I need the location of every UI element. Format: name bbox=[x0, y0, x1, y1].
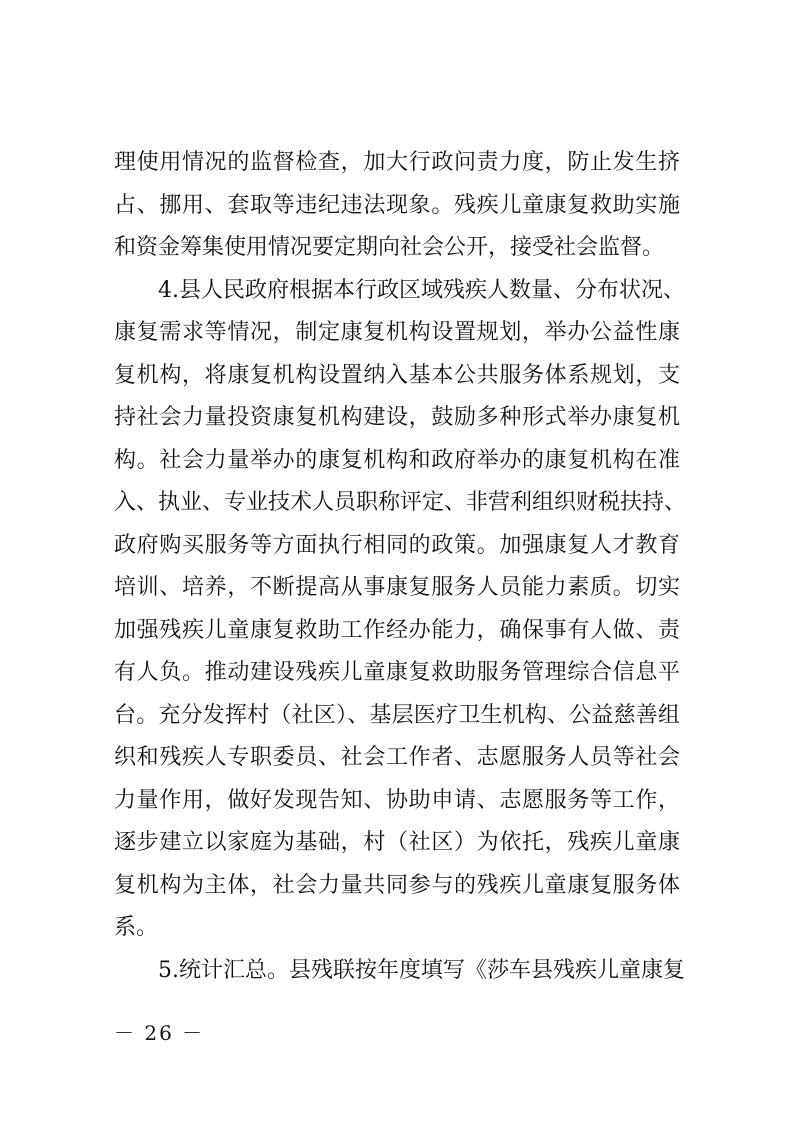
text-line: 和资金筹集使用情况要定期向社会公开，接受社会监督。 bbox=[114, 235, 665, 260]
body-text bbox=[114, 142, 687, 992]
text-line: 台。充分发挥村（社区）、基层医疗卫生机构、公益慈善组 bbox=[114, 702, 680, 728]
text-line: 力量作用，做好发现告知、协助申请、志愿服务等工作， bbox=[114, 787, 680, 813]
text-line: 加强残疾儿童康复救助工作经办能力，确保事有人做、责 bbox=[114, 617, 680, 643]
text-line: 培训、培养，不断提高从事康复服务人员能力素质。切实 bbox=[114, 575, 680, 600]
text-line: 入、执业、专业技术人员职称评定、非营利组织财税扶持、 bbox=[114, 490, 687, 515]
text-line: 康复需求等情况，制定康复机构设置规划，举办公益性康 bbox=[114, 320, 680, 345]
text-line: 理使用情况的监督检查，加大行政问责力度，防止发生挤 bbox=[114, 150, 680, 175]
paragraph-start-line: 4.县人民政府根据本行政区域残疾人数量、分布状况、 bbox=[158, 277, 685, 303]
text-line: 构。社会力量举办的康复机构和政府举办的康复机构在准 bbox=[114, 447, 680, 473]
text-line: 复机构为主体，社会力量共同参与的残疾儿童康复服务体 bbox=[114, 872, 680, 898]
text-line: 系。 bbox=[114, 915, 159, 940]
text-line: 织和残疾人专职委员、社会工作者、志愿服务人员等社会 bbox=[114, 745, 680, 770]
text-line: 复机构，将康复机构设置纳入基本公共服务体系规划，支 bbox=[114, 362, 680, 388]
text-line: 占、挪用、套取等违纪违法现象。残疾儿童康复救助实施 bbox=[114, 192, 680, 218]
page-number: － 26 － bbox=[114, 1021, 205, 1045]
text-line: 政府购买服务等方面执行相同的政策。加强康复人才教育 bbox=[114, 532, 680, 558]
paragraph-start-line: 5.统计汇总。县残联按年度填写《莎车县残疾儿童康复 bbox=[158, 957, 685, 983]
text-line: 持社会力量投资康复机构建设，鼓励多种形式举办康复机 bbox=[114, 405, 680, 430]
text-line: 有人负。推动建设残疾儿童康复救助服务管理综合信息平 bbox=[114, 660, 680, 685]
text-line: 逐步建立以家庭为基础，村（社区）为依托，残疾儿童康 bbox=[114, 830, 680, 855]
